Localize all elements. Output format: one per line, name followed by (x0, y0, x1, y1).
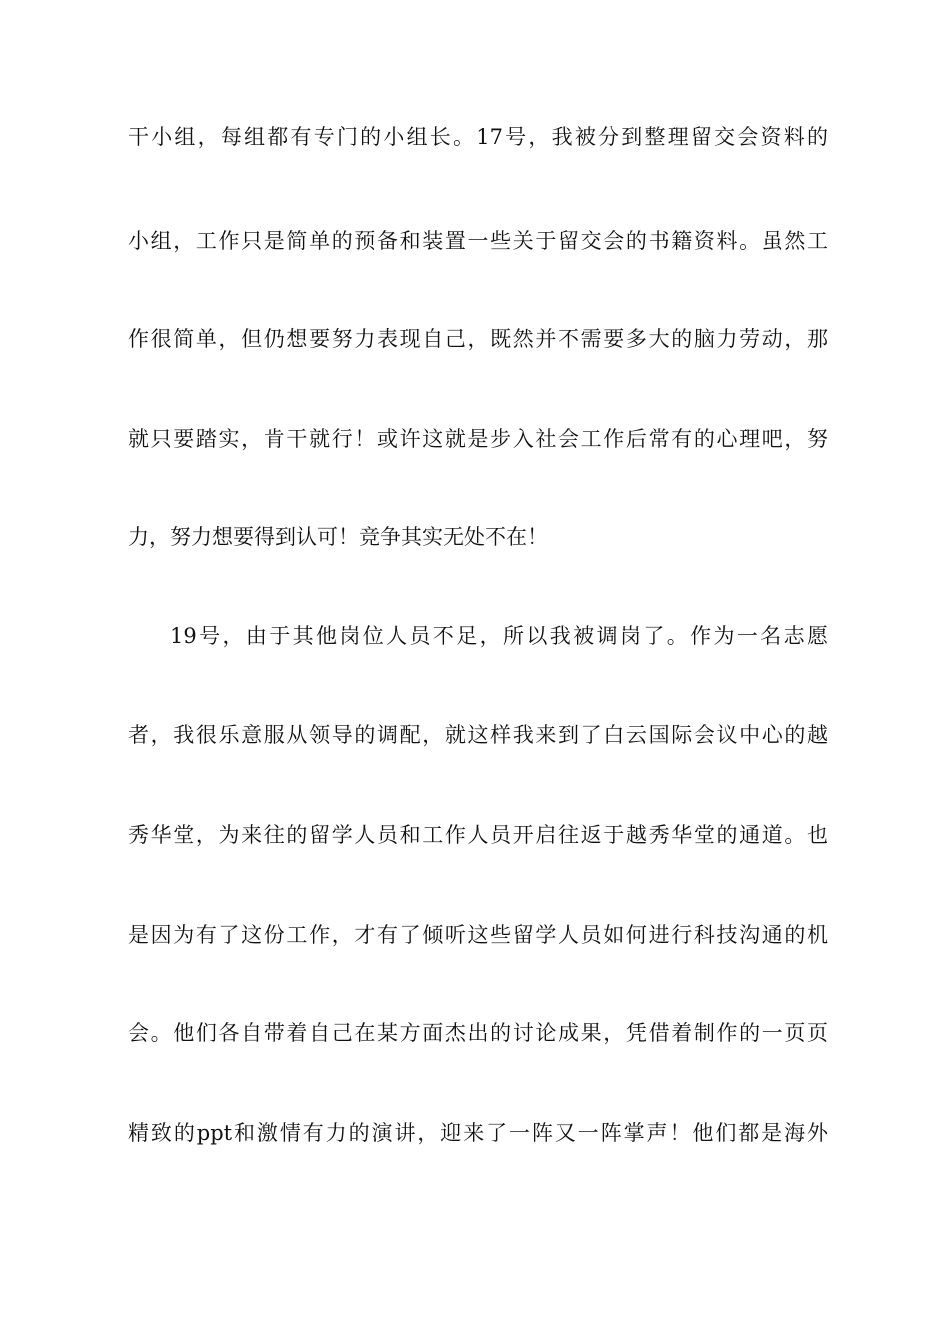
text-line: 者，我很乐意服从领导的调配，就这样我来到了白云国际会议中心的越 (128, 723, 828, 747)
text-line: 会。他们各自带着自己在某方面杰出的讨论成果，凭借着制作的一页页 (128, 1021, 828, 1045)
text-line: 就只要踏实，肯干就行！或许这就是步入社会工作后常有的心理吧，努 (128, 427, 828, 451)
text-line: 是因为有了这份工作，才有了倾听这些留学人员如何进行科技沟通的机 (128, 923, 828, 947)
text-line: 力，努力想要得到认可！竞争其实无处不在！ (128, 525, 548, 549)
text-line: 作很简单，但仍想要努力表现自己，既然并不需要多大的脑力劳动，那 (128, 327, 828, 351)
text-line: 秀华堂，为来往的留学人员和工作人员开启往返于越秀华堂的通道。也 (128, 823, 828, 847)
text-line: 干小组，每组都有专门的小组长。17号，我被分到整理留交会资料的 (128, 125, 828, 149)
text-line: 19号，由于其他岗位人员不足，所以我被调岗了。作为一名志愿 (170, 624, 828, 648)
text-line: 精致的ppt和激情有力的演讲，迎来了一阵又一阵掌声！他们都是海外 (128, 1121, 828, 1145)
text-line: 小组，工作只是简单的预备和装置一些关于留交会的书籍资料。虽然工 (128, 229, 828, 253)
